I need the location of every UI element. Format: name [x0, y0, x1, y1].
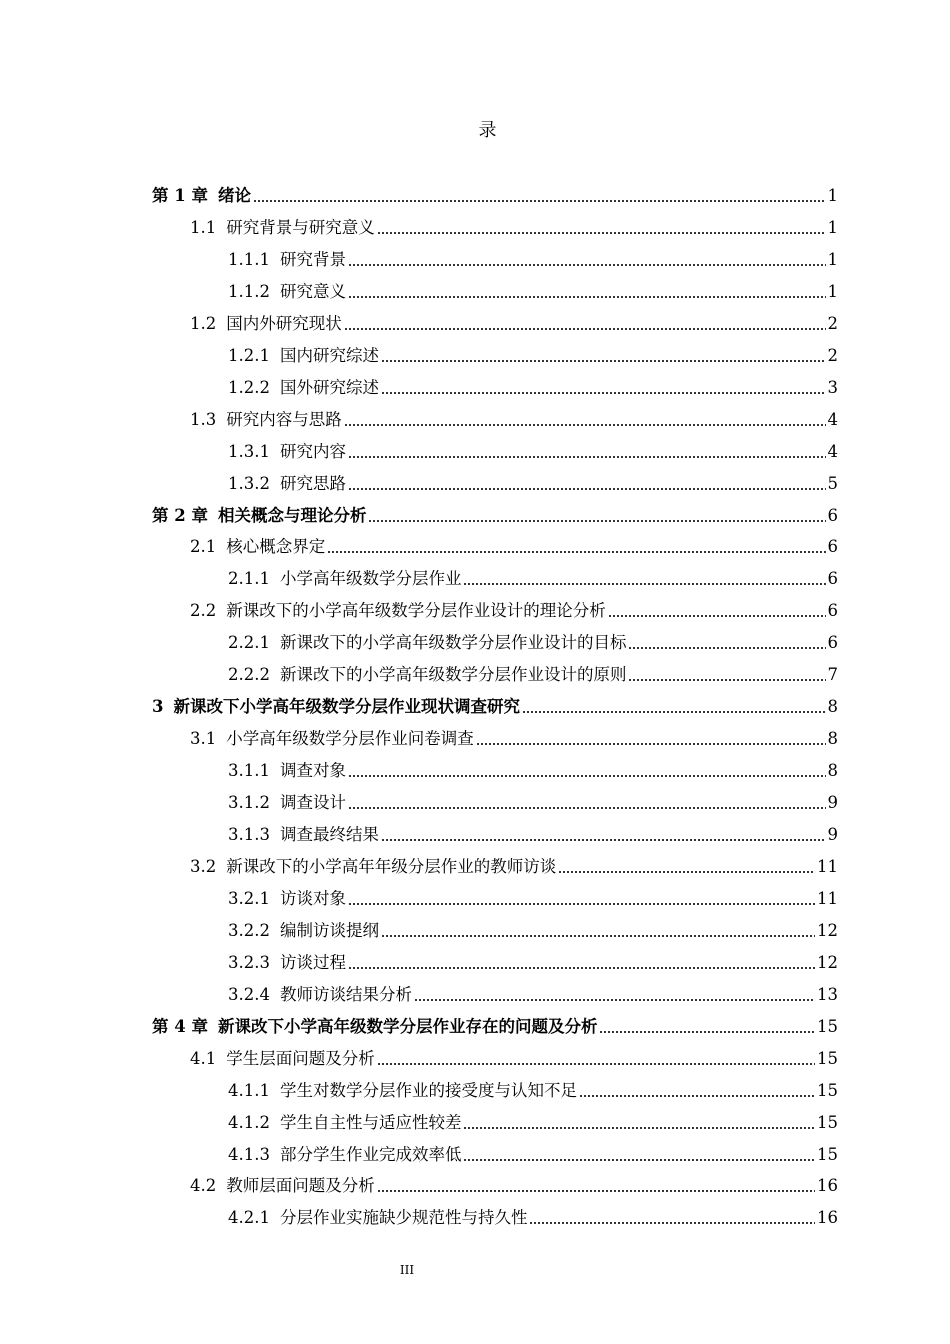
- toc-entry-number: 第 2 章: [152, 505, 208, 525]
- toc-entry-label: [152, 505, 366, 527]
- toc-entry[interactable]: [228, 561, 838, 593]
- toc-entry[interactable]: [228, 625, 838, 657]
- toc-entry-number: 4.2.1: [228, 1208, 270, 1228]
- toc-entry-page-number: 15: [817, 1144, 838, 1164]
- toc-entry-label: [190, 600, 606, 622]
- toc-entry-number: 3.1: [190, 729, 217, 749]
- toc-entry-number: 4.1.1: [228, 1080, 270, 1100]
- toc-entry-page-number: 4: [827, 441, 838, 461]
- toc-entry-label: [228, 249, 346, 271]
- toc-entry-label: [228, 441, 346, 463]
- toc-entry-page-number: 1: [827, 217, 838, 237]
- toc-entry-label: [228, 281, 346, 303]
- toc-entry-page-number: 6: [827, 537, 838, 557]
- toc-entry-page-number: 12: [817, 920, 838, 940]
- toc-leader-dots: [348, 295, 826, 299]
- toc-entry-title: 新课改下小学高年级数学分层作业现状调查研究: [173, 697, 520, 717]
- toc-entry-page-number: 8: [827, 697, 838, 717]
- toc-entry-title: 小学高年级数学分层作业问卷调查: [226, 729, 474, 749]
- toc-entry-title: 研究背景: [279, 249, 346, 269]
- toc-entry-number: 2.1: [190, 537, 217, 557]
- toc-entry-page-number: 15: [817, 1080, 838, 1100]
- toc-entry-label: [228, 632, 626, 654]
- toc-entry-label: [152, 696, 520, 718]
- toc-entry-title: 研究思路: [279, 473, 346, 493]
- toc-entry-title: 研究内容: [279, 441, 346, 461]
- toc-entry[interactable]: [228, 753, 838, 785]
- toc-leader-dots: [522, 710, 826, 714]
- toc-entry[interactable]: [190, 306, 838, 338]
- toc-entry[interactable]: [228, 434, 838, 466]
- toc-entry-title: 新课改下的小学高年年级分层作业的教师访谈: [226, 856, 557, 876]
- toc-entry-number: 3.1.2: [228, 793, 270, 813]
- toc-entry-page-number: 9: [827, 825, 838, 844]
- toc-entry[interactable]: [228, 242, 838, 274]
- toc-entry[interactable]: [228, 945, 838, 977]
- toc-entry[interactable]: [190, 593, 838, 625]
- toc-entry-page-number: 16: [817, 1208, 838, 1228]
- toc-entry-label: [228, 952, 346, 974]
- toc-entry[interactable]: [190, 849, 838, 881]
- toc-leader-dots: [348, 487, 826, 491]
- toc-entry[interactable]: [190, 402, 838, 434]
- toc-entry-page-number: 6: [827, 601, 838, 621]
- toc-leader-dots: [368, 519, 825, 523]
- toc-leader-dots: [628, 678, 825, 682]
- toc-entry[interactable]: [152, 498, 838, 530]
- toc-entry-page-number: 15: [817, 1112, 838, 1132]
- toc-entry-label: [228, 760, 346, 782]
- toc-leader-dots: [348, 455, 826, 459]
- toc-entry-page-number: 1: [827, 281, 838, 301]
- toc-entry-number: 1.1.2: [228, 281, 270, 301]
- toc-entry-number: 3.2.1: [228, 888, 270, 908]
- toc-entry[interactable]: [228, 657, 838, 689]
- toc-entry-label: [190, 217, 375, 239]
- toc-entry-label: [228, 377, 379, 399]
- toc-entry-number: 1.1: [190, 217, 217, 237]
- toc-entry-page-number: 9: [827, 793, 838, 813]
- toc-leader-dots: [628, 646, 825, 650]
- toc-entry-number: 1.1.1: [228, 249, 270, 269]
- toc-leader-dots: [558, 870, 815, 874]
- toc-entry-number: 1.3.1: [228, 441, 270, 461]
- toc-leader-dots: [381, 838, 826, 842]
- toc-leader-dots: [377, 1062, 815, 1066]
- toc-entry-title: 核心概念界定: [226, 537, 326, 557]
- toc-leader-dots: [381, 391, 826, 395]
- toc-entry-label: [190, 536, 325, 558]
- toc-entry-title: 绪论: [217, 186, 251, 205]
- toc-entry-title: 访谈对象: [279, 888, 346, 908]
- toc-entry-number: 1.3.2: [228, 473, 270, 493]
- toc-entry-page-number: 8: [827, 729, 838, 749]
- toc-entry-label: [228, 1112, 461, 1134]
- toc-entry-page-number: 15: [817, 1048, 838, 1068]
- toc-leader-dots: [344, 327, 826, 331]
- toc-entry[interactable]: [228, 977, 838, 1009]
- toc-entry[interactable]: [228, 817, 838, 849]
- toc-entry-title: 国内研究综述: [279, 345, 379, 365]
- toc-entry-title: 调查最终结果: [279, 825, 379, 844]
- toc-entry-page-number: 6: [827, 633, 838, 653]
- toc-leader-dots: [463, 582, 825, 586]
- toc-entry-title: 研究意义: [279, 281, 346, 301]
- toc-leader-dots: [344, 423, 826, 427]
- toc-entry[interactable]: [152, 689, 838, 721]
- toc-entry-title: 新课改下的小学高年级数学分层作业设计的目标: [279, 633, 627, 653]
- toc-entry-label: [152, 1016, 597, 1038]
- toc-entry-title: 学生层面问题及分析: [226, 1048, 375, 1068]
- footer-page-number: III: [399, 1263, 415, 1277]
- toc-leader-dots: [414, 998, 815, 1002]
- toc-entry-title: 小学高年级数学分层作业: [279, 569, 462, 589]
- toc-entry[interactable]: [228, 785, 838, 817]
- toc-entry-title: 国外研究综述: [279, 377, 379, 397]
- toc-entry-number: 4.1.2: [228, 1112, 270, 1132]
- toc-entry-title: 教师访谈结果分析: [279, 984, 412, 1004]
- toc-entry-page-number: 13: [817, 984, 838, 1004]
- toc-entry-number: 4.1: [190, 1048, 217, 1068]
- toc-leader-dots: [377, 231, 826, 235]
- toc-entry[interactable]: [228, 913, 838, 945]
- toc-entry-number: 第 4 章: [152, 1016, 208, 1036]
- toc-entry-page-number: 1: [827, 249, 838, 269]
- toc-entry-label: [228, 473, 346, 495]
- toc-entry-label: [190, 1175, 375, 1197]
- toc-entry-title: 学生自主性与适应性较差: [279, 1112, 462, 1132]
- toc-entry-label: [228, 1080, 577, 1102]
- toc-entry-number: 1.2: [190, 313, 217, 333]
- toc-entry-number: 2.1.1: [228, 569, 270, 589]
- toc-entry-number: 3.2.4: [228, 984, 270, 1004]
- toc-entry-label: [228, 1207, 527, 1229]
- toc-entry-number: 2.2.2: [228, 665, 270, 685]
- toc-leader-dots: [253, 199, 826, 203]
- toc-entry-title: 调查设计: [279, 793, 346, 813]
- toc-entry-number: 第 1 章: [152, 186, 208, 205]
- toc-leader-dots: [381, 934, 815, 938]
- toc-entry[interactable]: [228, 1137, 838, 1169]
- toc-entry[interactable]: [190, 210, 838, 242]
- toc-entry-title: 调查对象: [279, 761, 346, 781]
- toc-entry-label: [228, 792, 346, 814]
- toc-leader-dots: [463, 1158, 815, 1162]
- toc-leader-dots: [348, 902, 815, 906]
- toc-entry-title: 新课改下的小学高年级数学分层作业设计的原则: [279, 665, 627, 685]
- toc-entry-label: [190, 313, 342, 335]
- toc-title: 录: [478, 120, 497, 141]
- toc-entry-title: 新课改下小学高年级数学分层作业存在的问题及分析: [217, 1016, 598, 1036]
- toc-leader-dots: [599, 1030, 815, 1034]
- toc-entry-label: [228, 888, 346, 910]
- toc-entry-number: 3.2: [190, 856, 217, 876]
- toc-entry-number: 3: [152, 697, 164, 717]
- toc-entry[interactable]: [228, 466, 838, 498]
- toc-entry-title: 研究内容与思路: [226, 409, 342, 429]
- toc-entry[interactable]: [228, 370, 838, 402]
- toc-entry-page-number: 2: [827, 313, 838, 333]
- toc-entry-label: [228, 345, 379, 367]
- toc-entry-number: 3.2.3: [228, 952, 270, 972]
- toc-entry-title: 国内外研究现状: [226, 313, 342, 333]
- toc-entry-label: [228, 1144, 461, 1166]
- toc-entry-label: [190, 728, 474, 750]
- toc-entry-page-number: 11: [817, 856, 838, 876]
- toc-leader-dots: [348, 774, 826, 778]
- toc-entry[interactable]: [190, 529, 838, 561]
- toc-entry[interactable]: [152, 1009, 838, 1041]
- toc-leader-dots: [463, 1126, 815, 1130]
- toc-entry[interactable]: [190, 721, 838, 753]
- toc-leader-dots: [377, 1189, 815, 1193]
- toc-entry-number: 1.2.2: [228, 377, 270, 397]
- toc-entry-title: 新课改下的小学高年级数学分层作业设计的理论分析: [226, 601, 606, 621]
- toc-entry[interactable]: [190, 1041, 838, 1073]
- toc-leader-dots: [327, 550, 825, 554]
- toc-entry-title: 分层作业实施缺少规范性与持久性: [279, 1208, 528, 1228]
- toc-entry-number: 4.2: [190, 1176, 217, 1196]
- toc-entry-page-number: 5: [827, 473, 838, 493]
- toc-entry[interactable]: [228, 1200, 838, 1232]
- toc-entry-title: 编制访谈提纲: [279, 920, 379, 940]
- toc-entry-title: 相关概念与理论分析: [217, 505, 367, 525]
- toc-entry-page-number: 16: [817, 1176, 838, 1196]
- toc-entry-page-number: 7: [827, 665, 838, 685]
- toc-entry-label: [152, 185, 251, 207]
- toc-leader-dots: [348, 966, 815, 970]
- toc-leader-dots: [608, 614, 826, 618]
- toc-entry-number: 4.1.3: [228, 1144, 270, 1164]
- toc-entry-page-number: 2: [827, 345, 838, 365]
- toc-entry-page-number: 15: [817, 1016, 838, 1036]
- toc-entry-page-number: 6: [827, 505, 838, 525]
- toc-entry-label: [228, 824, 379, 846]
- toc-entry-page-number: 4: [827, 409, 838, 429]
- toc-leader-dots: [529, 1221, 815, 1225]
- toc-entry-page-number: 6: [827, 569, 838, 589]
- toc-entry-number: 2.2.1: [228, 633, 270, 653]
- toc-entry-label: [190, 856, 556, 878]
- toc-entry-number: 1.2.1: [228, 345, 270, 365]
- toc-leader-dots: [381, 359, 826, 363]
- toc-leader-dots: [348, 263, 826, 267]
- toc-entry-label: [228, 920, 379, 942]
- toc-entry-title: 研究背景与研究意义: [226, 217, 375, 237]
- toc-entry[interactable]: [228, 274, 838, 306]
- toc-entry-label: [228, 664, 626, 686]
- toc-entry[interactable]: [228, 1073, 838, 1105]
- toc-leader-dots: [476, 742, 826, 746]
- toc-entry-title: 部分学生作业完成效率低: [279, 1144, 462, 1164]
- toc-entry-number: 3.1.3: [228, 825, 270, 844]
- toc-entry-number: 3.2.2: [228, 920, 270, 940]
- toc-entry[interactable]: [152, 178, 838, 210]
- toc-entry-label: [190, 1048, 375, 1070]
- toc-leader-dots: [579, 1094, 815, 1098]
- toc-entry-title: 教师层面问题及分析: [226, 1176, 375, 1196]
- toc-entry-page-number: 8: [827, 761, 838, 781]
- toc-entry-number: 2.2: [190, 601, 217, 621]
- toc-entry-label: [190, 409, 342, 431]
- toc-entry[interactable]: [228, 1105, 838, 1137]
- toc-entry-page-number: 3: [827, 377, 838, 397]
- toc-entry-page-number: 1: [827, 186, 838, 205]
- toc-entry-label: [228, 568, 461, 590]
- toc-leader-dots: [348, 806, 826, 810]
- toc-entry[interactable]: [228, 338, 838, 370]
- toc-entry-title: 学生对数学分层作业的接受度与认知不足: [279, 1080, 577, 1100]
- toc-entry-number: 1.3: [190, 409, 217, 429]
- toc-entry-title: 访谈过程: [279, 952, 346, 972]
- toc-entry[interactable]: [190, 1168, 838, 1200]
- toc-entry-number: 3.1.1: [228, 761, 270, 781]
- toc-entry-label: [228, 984, 412, 1006]
- toc-entry-page-number: 11: [817, 888, 838, 908]
- toc-entry-page-number: 12: [817, 952, 838, 972]
- toc-entry[interactable]: [228, 881, 838, 913]
